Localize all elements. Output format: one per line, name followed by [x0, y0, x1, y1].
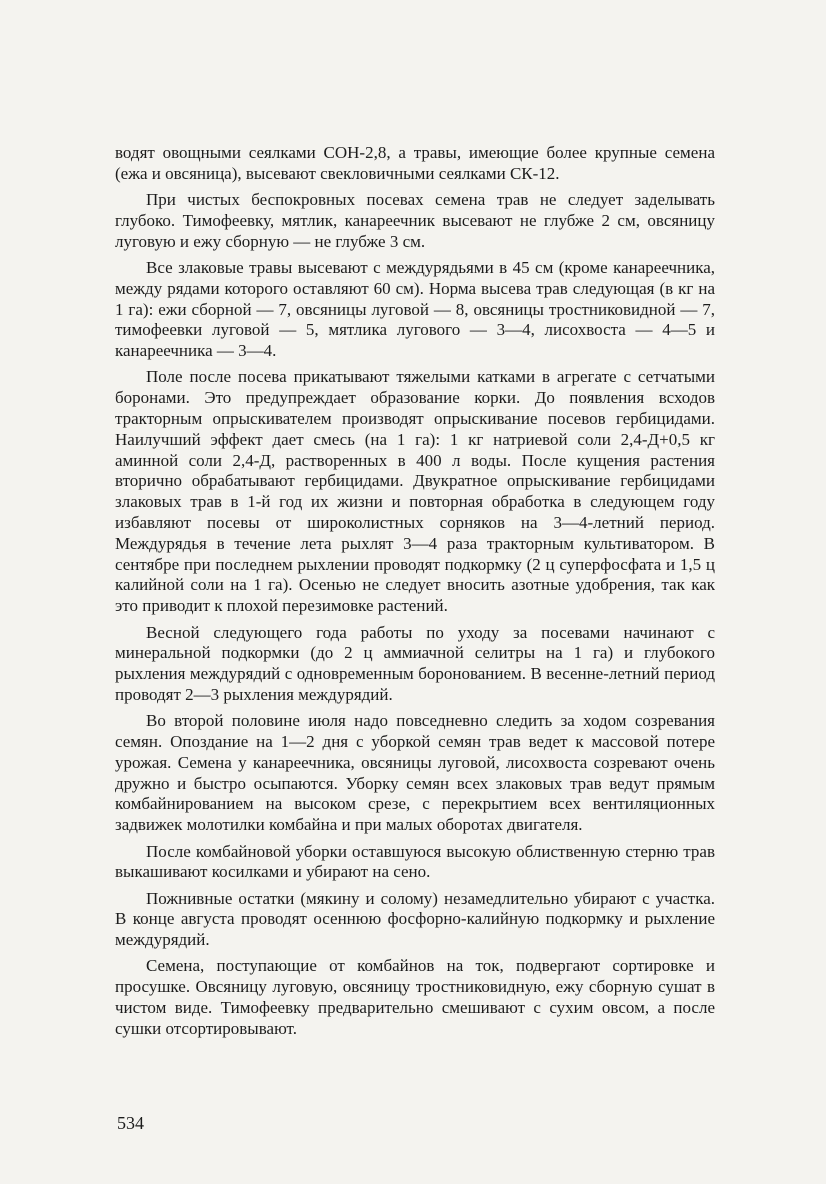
paragraph-8: Пожнивные остатки (мякину и солому) незамедлительно убирают с участка. В конце августа проводят осеннюю фосфорно-калийную подкормку и рыхление междурядий. [115, 888, 715, 950]
paragraph-4: Поле после посева прикатывают тяжелыми катками в агрегате с сетчатыми боронами. Это предупреждает образование корки. До появления всходов тракторным опрыскивателем производят опрыскивание посевов гербицидами. Наилучший эффект дает смесь (на 1 га): 1 кг натриевой соли 2,4-Д+0,5 кг аминной соли 2,4-Д, растворенных в 400 л воды. После кущения растения вторично обрабатывают гербицидами. Двукратное опрыскивание гербицидами злаковых трав в 1-й год их жизни и повторная обработка в следующем году избавляют посевы от широколистных сорняков на 3—4-летний период. Междурядья в течение лета рыхлят 3—4 раза тракторным культиватором. В сентябре при последнем рыхлении проводят подкормку (2 ц суперфосфата и 1,5 ц калийной соли на 1 га). Осенью не следует вносить азотные удобрения, так как это приводит к плохой перезимовке растений. [115, 367, 715, 616]
page-number: 534 [117, 1113, 144, 1133]
paragraph-1: водят овощными сеялками СОН-2,8, а травы, имеющие более крупные семена (ежа и овсяница), высевают свекловичными сеялками СК-12. [115, 143, 715, 183]
paragraph-3: Все злаковые травы высевают с междурядьями в 45 см (кроме канареечника, между рядами которого оставляют 60 см). Норма высева трав следующая (в кг на 1 га): ежи сборной — 7, овсяницы луговой — 8, овсяницы тростниковидной — 7, тимофеевки луговой — 5, мятлика лугового — 3—4, лисохвоста — 4—5 и канареечника — 3—4. [115, 257, 715, 361]
paragraph-9: Семена, поступающие от комбайнов на ток, подвергают сортировке и просушке. Овсяницу луговую, овсяницу тростниковидную, ежу сборную сушат в чистом виде. Тимофеевку предварительно смешивают с сухим овсом, а после сушки отсортировывают. [115, 956, 715, 1038]
paragraph-2: При чистых беспокровных посевах семена трав не следует заделывать глубоко. Тимофеевку, мятлик, канареечник высевают не глубже 2 см, овсяницу луговую и ежу сборную — не глубже 3 см. [115, 190, 715, 251]
paragraph-5: Весной следующего года работы по уходу за посевами начинают с минеральной подкормки (до 2 ц аммиачной селитры на 1 га) и глубокого рыхления междурядий с одновременным боронованием. В весенне-летний период проводят 2—3 рыхления междурядий. [115, 622, 715, 704]
page-body [115, 143, 715, 1045]
paragraph-7: После комбайновой уборки оставшуюся высокую облиственную стерню трав выкашивают косилками и убирают на сено. [115, 841, 715, 882]
paragraph-6: Во второй половине июля надо повседневно следить за ходом созревания семян. Опоздание на 1—2 дня с уборкой семян трав ведет к массовой потере урожая. Семена у канареечника, овсяницы луговой, лисохвоста созревают очень дружно и быстро осыпаются. Уборку семян всех злаковых трав ведут прямым комбайнированием на высоком срезе, с перекрытием всех вентиляционных задвижек молотилки комбайна и при малых оборотах двигателя. [115, 711, 715, 835]
